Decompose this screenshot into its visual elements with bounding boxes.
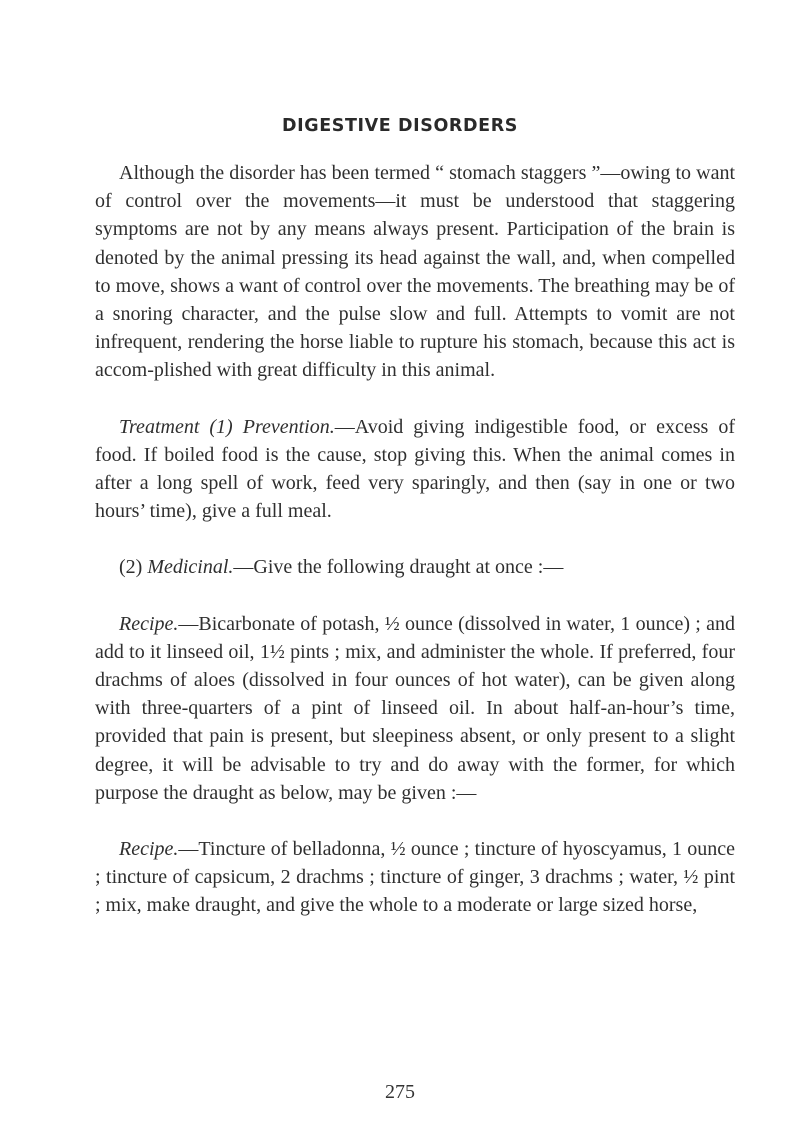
medicinal-heading: Medicinal.: [147, 556, 234, 579]
running-head: DIGESTIVE DISORDERS: [282, 116, 518, 136]
recipe-2-heading: Recipe.: [119, 838, 179, 861]
prevention-heading: Treatment (1) Prevention.: [119, 415, 335, 438]
recipe-2-text: —Tincture of belladonna, ½ ounce ; tincture of hyoscyamus, 1 ounce ; tincture of capsicum, 2 drachms ; tincture of ginger, 3 drachms ; water, ½ pint ; mix, make draught, and give the whole to a moderate or large sized horse,: [95, 838, 735, 917]
prevention-text: —Avoid giving indigestible food, or excess of food. If boiled food is the cause, stop giving this. When the animal comes in after a long spell of work, feed very sparingly, and then (say in one or two hours’ time), give a full meal.: [95, 415, 735, 523]
page-number: 275: [385, 1081, 415, 1103]
body-text: [95, 159, 735, 920]
paragraph-recipe-2: [95, 835, 735, 920]
paragraph-recipe-1: [95, 610, 735, 807]
paragraph-prevention: [95, 413, 735, 526]
medicinal-text: —Give the following draught at once :—: [233, 556, 564, 579]
paragraph-medicinal: [95, 553, 735, 581]
paragraph-symptoms: Although the disorder has been termed “ stomach staggers ”—owing to want of control over the movements—it must be understood that staggering symptoms are not by any means always present. Participation of the brain is denoted by the animal pressing its head against the wall, and, when compelled to move, shows a want of control over the movements. The breathing may be of a snoring character, and the pulse slow and full. Attempts to vomit are not infrequent, rendering the horse liable to rupture his stomach, because this act is accom-plished with great difficulty in this animal.: [95, 162, 735, 382]
recipe-1-text: —Bicarbonate of potash, ½ ounce (dissolved in water, 1 ounce) ; and add to it linseed oil, 1½ pints ; mix, and administer the whole. If preferred, four drachms of aloes (dissolved in four ounces of hot water), can be given along with three-quarters of a pint of linseed oil. In about half-an-hour’s time, provided that pain is present, but sleepiness absent, or only present to a slight degree, it will be advisable to try and do away with the former, for which purpose the draught as below, may be given :—: [95, 612, 735, 804]
recipe-1-heading: Recipe.: [119, 612, 179, 635]
medicinal-number: (2): [119, 556, 148, 579]
